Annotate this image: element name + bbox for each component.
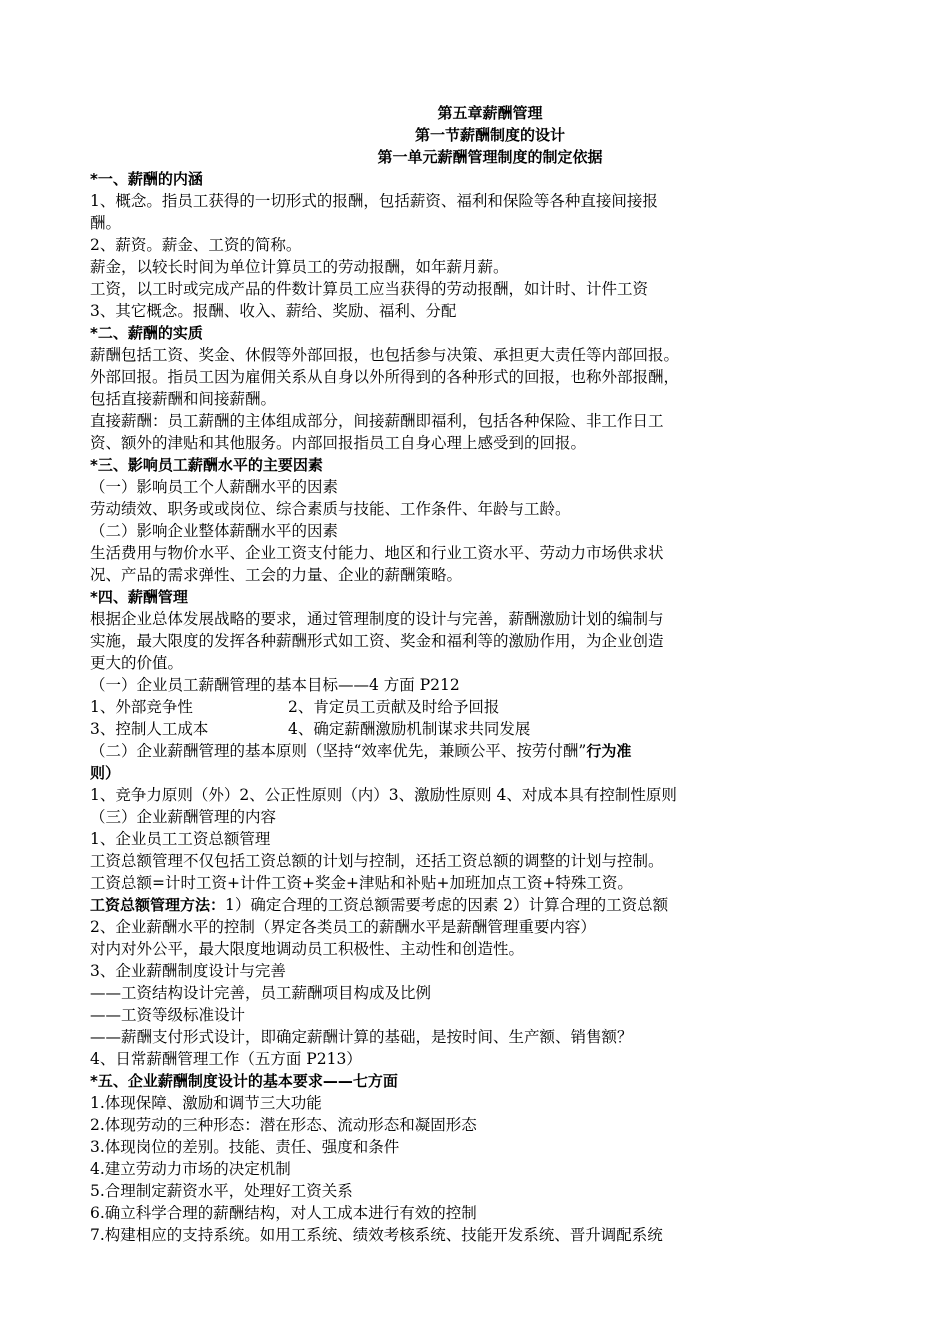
method-text: 1）确定合理的工资总额需要考虑的因素 2）计算合理的工资总额 [225, 896, 669, 914]
text-line: 3、其它概念。报酬、收入、薪给、奖励、福利、分配 [90, 302, 457, 320]
chapter-title: 第五章薪酬管理 [437, 104, 543, 122]
list-item: 3.体现岗位的差别。技能、责任、强度和条件 [90, 1138, 400, 1156]
list-item: 1.体现保障、激励和调节三大功能 [90, 1094, 322, 1112]
text-line: 1、企业员工工资总额管理 [90, 830, 271, 848]
heading-5: *五、企业薪酬制度设计的基本要求——七方面 [90, 1072, 398, 1090]
method-line [90, 894, 890, 916]
text-line: 2、薪资。薪金、工资的简称。 [90, 236, 302, 254]
text-line: ——薪酬支付形式设计，即确定薪酬计算的基础，是按时间、生产额、销售额？ [90, 1028, 633, 1046]
list-item: 2.体现劳动的三种形态：潜在形态、流动形态和凝固形态 [90, 1116, 477, 1134]
heading-1: *一、薪酬的内涵 [90, 170, 203, 188]
heading-4: *四、薪酬管理 [90, 588, 188, 606]
method-label: 工资总额管理方法： [90, 896, 226, 914]
text-line: 3、企业薪酬制度设计与完善 [90, 962, 286, 980]
text-line: 1、竞争力原则（外）2、公正性原则（内）3、激励性原则 4、对成本具有控制性原则 [90, 786, 677, 804]
text-line: （二）影响企业整体薪酬水平的因素 [90, 522, 339, 540]
text-line: （一）企业员工薪酬管理的基本目标——4 方面 P212 [90, 676, 460, 694]
text-line: 生活费用与物价水平、企业工资支付能力、地区和行业工资水平、劳动力市场供求状 [90, 544, 664, 562]
text-line: 工资，以工时或完成产品的件数计算员工应当获得的劳动报酬，如计时、计件工资 [90, 280, 649, 298]
principle-bold-continuation: 则） [90, 764, 121, 782]
list-item: 6.确立科学合理的薪酬结构，对人工成本进行有效的控制 [90, 1204, 477, 1222]
text-line: （三）企业薪酬管理的内容 [90, 808, 277, 826]
text-line: 工资总额=计时工资+计件工资+奖金+津贴和补贴+加班加点工资+特殊工资。 [90, 874, 633, 892]
text-line: 1、概念。指员工获得的一切形式的报酬，包括薪资、福利和保险等各种直接间接报 [90, 192, 658, 210]
goals-row [90, 696, 890, 718]
list-item: 5.合理制定薪资水平，处理好工资关系 [90, 1182, 353, 1200]
principle-line [90, 740, 890, 762]
text-line: （一）影响员工个人薪酬水平的因素 [90, 478, 339, 496]
goal-item: 4、确定薪酬激励机制谋求共同发展 [288, 720, 531, 738]
text-line: ——工资等级标准设计 [90, 1006, 246, 1024]
text-line: ——工资结构设计完善，员工薪酬项目构成及比例 [90, 984, 432, 1002]
text-line: 2、企业薪酬水平的控制（界定各类员工的薪酬水平是薪酬管理重要内容） [90, 918, 596, 936]
text-line: 工资总额管理不仅包括工资总额的计划与控制，还括工资总额的调整的计划与控制。 [90, 852, 664, 870]
goals-row [90, 718, 890, 740]
text-line: 劳动绩效、职务或或岗位、综合素质与技能、工作条件、年龄与工龄。 [90, 500, 571, 518]
list-item: 4.建立劳动力市场的决定机制 [90, 1160, 291, 1178]
principle-bold-text: 行为准 [586, 742, 632, 760]
text-line: 4、日常薪酬管理工作（五方面 P213） [90, 1050, 362, 1068]
text-line: 更大的价值。 [90, 654, 184, 672]
unit-title: 第一单元薪酬管理制度的制定依据 [377, 148, 603, 166]
goal-item: 2、肯定员工贡献及时给予回报 [288, 698, 500, 716]
text-line: 直接薪酬：员工薪酬的主体组成部分，间接薪酬即福利，包括各种保险、非工作日工 [90, 412, 664, 430]
text-line: 薪酬包括工资、奖金、休假等外部回报，也包括参与决策、承担更大责任等内部回报。 [90, 346, 680, 364]
goal-item: 1、外部竞争性 [90, 698, 193, 716]
section-title: 第一节薪酬制度的设计 [414, 126, 565, 144]
heading-2: *二、薪酬的实质 [90, 324, 203, 342]
heading-3: *三、影响员工薪酬水平的主要因素 [90, 456, 323, 474]
text-line: 对内对外公平，最大限度地调动员工积极性、主动性和创造性。 [90, 940, 525, 958]
list-item: 7.构建相应的支持系统。如用工系统、绩效考核系统、技能开发系统、晋升调配系统 [90, 1226, 663, 1244]
document-body [90, 102, 890, 1246]
goal-item: 3、控制人工成本 [90, 720, 209, 738]
text-line: 根据企业总体发展战略的要求，通过管理制度的设计与完善，薪酬激励计划的编制与 [90, 610, 664, 628]
text-line: 酬。 [90, 214, 122, 232]
text-line: 包括直接薪酬和间接薪酬。 [90, 390, 277, 408]
text-line: 外部回报。指员工因为雇佣关系从自身以外所得到的各种形式的回报，也称外部报酬， [90, 368, 680, 386]
principle-text: （二）企业薪酬管理的基本原则（坚持“效率优先，兼顾公平、按劳付酬” [90, 742, 587, 760]
text-line: 薪金，以较长时间为单位计算员工的劳动报酬，如年薪月薪。 [90, 258, 509, 276]
text-line: 资、额外的津贴和其他服务。内部回报指员工自身心理上感受到的回报。 [90, 434, 587, 452]
text-line: 况、产品的需求弹性、工会的力量、企业的薪酬策略。 [90, 566, 463, 584]
text-line: 实施，最大限度的发挥各种薪酬形式如工资、奖金和福利等的激励作用，为企业创造 [90, 632, 664, 650]
